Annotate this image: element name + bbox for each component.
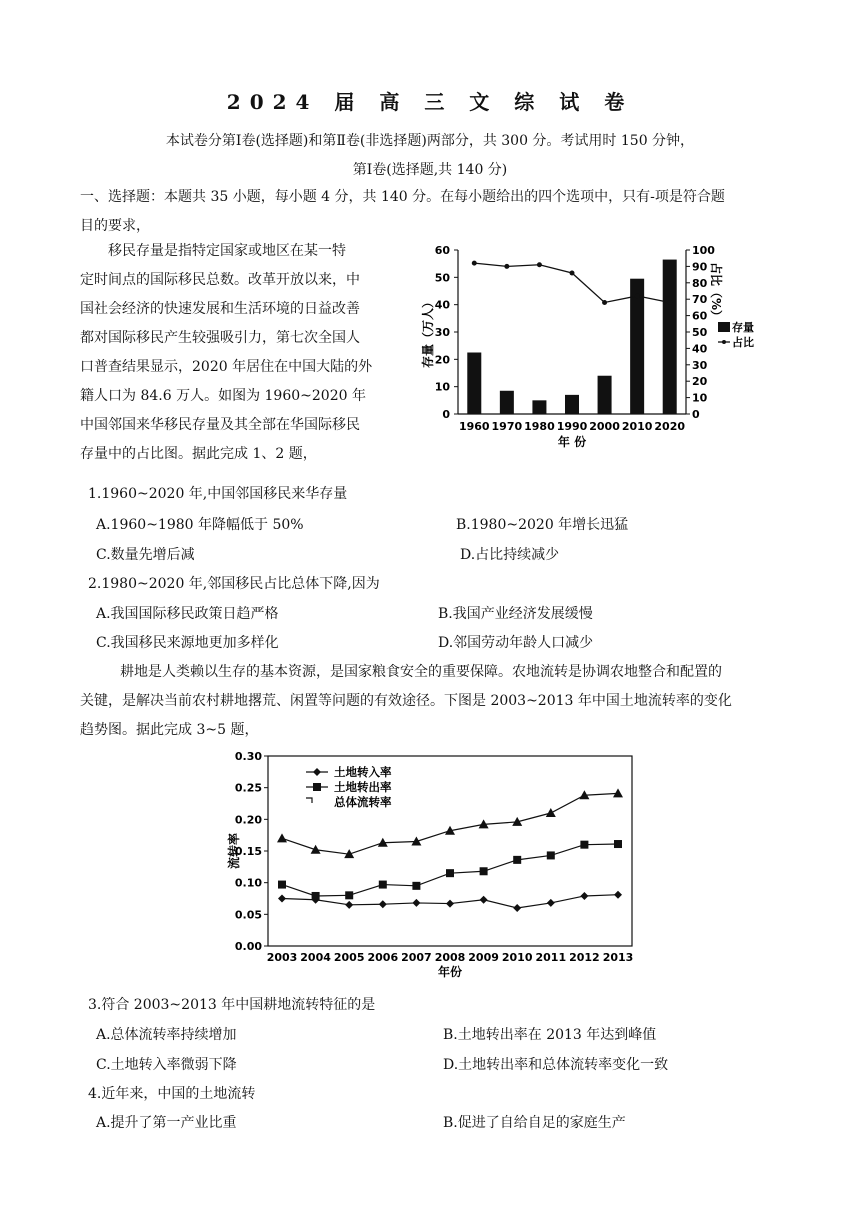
question-2-stem: 2.1980~2020 年,邻国移民占比总体下降,因为 — [88, 576, 380, 592]
series-point — [311, 845, 321, 854]
series-point — [278, 881, 286, 889]
series-point — [480, 867, 488, 875]
series-point — [613, 788, 623, 797]
x-tick-label: 2003 — [266, 951, 298, 964]
series-point — [513, 904, 521, 912]
passage-line: 定时间点的国际移民总数。改革开放以来，中 — [80, 272, 360, 288]
passage-land — [80, 658, 780, 745]
bar — [565, 395, 579, 414]
legend-line-marker — [722, 340, 726, 344]
series-point — [547, 899, 555, 907]
series-point — [379, 881, 387, 889]
passage-line: 耕地是人类赖以生存的基本资源，是国家粮食安全的重要保障。农地流转是协调农地整合和配置的 — [120, 664, 722, 680]
q3-option-c[interactable]: C.土地转入率微弱下降 — [96, 1057, 237, 1073]
legend-line-swatch — [306, 798, 312, 803]
legend-bar-swatch — [718, 322, 730, 332]
share-point — [504, 264, 509, 269]
exam-intro: 本试卷分第Ⅰ卷(选择题)和第Ⅱ卷(非选择题)两部分，共 300 分。考试用时 150 分钟， — [165, 133, 695, 149]
x-tick-label: 2008 — [434, 951, 466, 964]
legend-label: 土地转出率 — [334, 780, 392, 794]
passage-line: 国社会经济的快速发展和生活环境的日益改善 — [80, 301, 360, 317]
series-point — [345, 901, 353, 909]
y-tick-label: 0.15 — [234, 845, 262, 858]
legend-label: 占比 — [732, 336, 754, 349]
legend-marker — [313, 783, 321, 791]
bar — [500, 391, 514, 414]
y-tick-label: 0.20 — [234, 813, 262, 827]
x-tick-label: 1960 — [458, 420, 490, 433]
y-tick-label: 0.25 — [234, 781, 262, 795]
series-point — [614, 840, 622, 848]
part1-heading: 第Ⅰ卷(选择题,共 140 分) — [352, 162, 508, 178]
y-axis-label: 存量（万人） — [421, 295, 435, 369]
share-point — [667, 300, 672, 305]
series-point — [412, 899, 420, 907]
series-point — [312, 892, 320, 900]
share-point — [635, 293, 640, 298]
migration-chart — [410, 236, 760, 466]
series-point — [513, 856, 521, 864]
section-heading — [80, 183, 780, 241]
bar — [598, 376, 612, 414]
passage-line: 存量中的占比图。据此完成 1、2 题， — [80, 446, 317, 462]
series-point — [580, 892, 588, 900]
y2-tick-label: 0 — [692, 408, 700, 421]
legend-label: 土地转入率 — [334, 765, 392, 779]
share-point — [537, 262, 542, 267]
passage-line: 口普查结果显示，2020 年居住在中国大陆的外 — [80, 359, 373, 375]
bar — [532, 400, 546, 414]
passage-line: 关键，是解决当前农村耕地撂荒、闲置等问题的有效途径。下图是 2003~2013 年中国土地流转率的变化 — [80, 693, 732, 709]
question-1-stem: 1.1960~2020 年,中国邻国移民来华存量 — [88, 486, 348, 502]
q2-option-a[interactable]: A.我国国际移民政策日趋严格 — [96, 606, 279, 622]
q1-option-b[interactable]: B.1980~2020 年增长迅猛 — [456, 517, 629, 533]
legend-label: 总体流转率 — [334, 795, 392, 809]
passage-line: 都对国际移民产生较强吸引力，第七次全国人 — [80, 330, 360, 346]
question-3-stem: 3.符合 2003~2013 年中国耕地流转特征的是 — [88, 997, 376, 1013]
x-axis-label: 年 份 — [557, 435, 587, 449]
y2-tick-label: 40 — [692, 342, 708, 356]
series-point — [614, 891, 622, 899]
passage-line: 籍人口为 84.6 万人。如图为 1960~2020 年 — [80, 388, 366, 404]
bar — [630, 279, 644, 414]
q2-option-d[interactable]: D.邻国劳动年龄人口减少 — [438, 635, 594, 651]
q3-option-d[interactable]: D.土地转出率和总体流转率变化一致 — [443, 1057, 669, 1073]
y2-tick-label: 50 — [692, 326, 708, 339]
series-point — [412, 882, 420, 890]
y-tick-label: 0.30 — [234, 750, 262, 763]
series-point — [379, 900, 387, 908]
series-point — [345, 891, 353, 899]
y-tick-label: 0 — [442, 408, 450, 421]
share-point — [472, 261, 477, 266]
x-tick-label: 2004 — [300, 951, 331, 964]
y2-axis-label: 占比（%） — [709, 261, 723, 323]
y2-tick-label: 80 — [692, 276, 708, 290]
x-tick-label: 2006 — [367, 951, 399, 964]
q1-option-d[interactable]: D.占比持续减少 — [460, 547, 560, 563]
y-axis-label: 流转率 — [227, 832, 241, 870]
y-tick-label: 0.10 — [234, 876, 262, 890]
series-point — [580, 841, 588, 849]
q2-option-c[interactable]: C.我国移民来源地更加多样化 — [96, 635, 279, 651]
x-tick-label: 2007 — [401, 951, 432, 964]
y2-tick-label: 90 — [692, 260, 708, 274]
x-tick-label: 2013 — [602, 951, 634, 964]
y-tick-label: 20 — [434, 353, 450, 367]
x-tick-label: 2005 — [333, 951, 365, 964]
legend-marker — [313, 768, 321, 776]
x-tick-label: 2010 — [621, 420, 653, 433]
y-tick-label: 30 — [434, 326, 450, 339]
y-tick-label: 0.05 — [234, 908, 262, 922]
question-4-stem: 4.近年来，中国的土地流转 — [88, 1086, 256, 1102]
y2-tick-label: 20 — [692, 375, 708, 389]
y-tick-label: 50 — [434, 271, 450, 285]
exam-title: 2024 届 高 三 文 综 试 卷 — [226, 90, 634, 114]
series-point — [480, 896, 488, 904]
series-point — [278, 895, 286, 903]
passage-line: 趋势图。据此完成 3~5 题， — [80, 722, 259, 738]
q4-option-a[interactable]: A.提升了第一产业比重 — [96, 1115, 237, 1131]
share-point — [602, 300, 607, 305]
x-tick-label: 2000 — [589, 420, 620, 433]
q3-option-a[interactable]: A.总体流转率持续增加 — [96, 1027, 237, 1043]
x-tick-label: 1980 — [524, 420, 555, 433]
y2-tick-label: 60 — [692, 309, 708, 323]
series-point — [446, 869, 454, 877]
q3-option-b[interactable]: B.土地转出率在 2013 年达到峰值 — [443, 1027, 657, 1043]
y2-tick-label: 30 — [692, 358, 708, 372]
bar — [663, 260, 677, 414]
bar — [467, 353, 481, 415]
y2-tick-label: 100 — [692, 244, 715, 257]
x-tick-label: 2011 — [535, 951, 567, 964]
q1-option-a[interactable]: A.1960~1980 年降幅低于 50% — [96, 517, 304, 533]
series-point — [547, 851, 555, 859]
x-tick-label: 2010 — [501, 951, 533, 964]
y2-tick-label: 70 — [692, 293, 708, 307]
x-tick-label: 2020 — [654, 420, 686, 433]
series-point — [546, 808, 556, 817]
x-axis-label: 年份 — [437, 965, 463, 979]
q2-option-b[interactable]: B.我国产业经济发展缓慢 — [438, 606, 593, 622]
x-tick-label: 1990 — [556, 420, 588, 433]
section-heading-line2: 目的要求， — [80, 218, 150, 234]
passage-migration — [80, 237, 400, 469]
x-tick-label: 2012 — [569, 951, 600, 964]
share-point — [570, 270, 575, 275]
land-transfer-chart — [226, 744, 646, 984]
series-point — [277, 833, 287, 842]
legend-label: 存量 — [732, 321, 754, 334]
y-tick-label: 60 — [434, 244, 450, 257]
q4-option-b[interactable]: B.促进了自给自足的家庭生产 — [443, 1115, 626, 1131]
section-heading-line1: 一、选择题：本题共 35 小题，每小题 4 分，共 140 分。在每小题给出的四个选项中，只有-项是符合题 — [80, 189, 725, 205]
y-tick-label: 10 — [434, 380, 450, 394]
y2-tick-label: 10 — [692, 391, 708, 405]
x-tick-label: 2009 — [468, 951, 499, 964]
y-tick-label: 40 — [434, 298, 450, 312]
q1-option-c[interactable]: C.数量先增后减 — [96, 547, 195, 563]
passage-line: 移民存量是指特定国家或地区在某一特 — [108, 243, 346, 259]
y-tick-label: 0.00 — [234, 940, 262, 953]
passage-line: 中国邻国来华移民存量及其全部在华国际移民 — [80, 417, 360, 433]
series-line — [282, 793, 618, 854]
series-point — [446, 900, 454, 908]
x-tick-label: 1970 — [491, 420, 523, 433]
